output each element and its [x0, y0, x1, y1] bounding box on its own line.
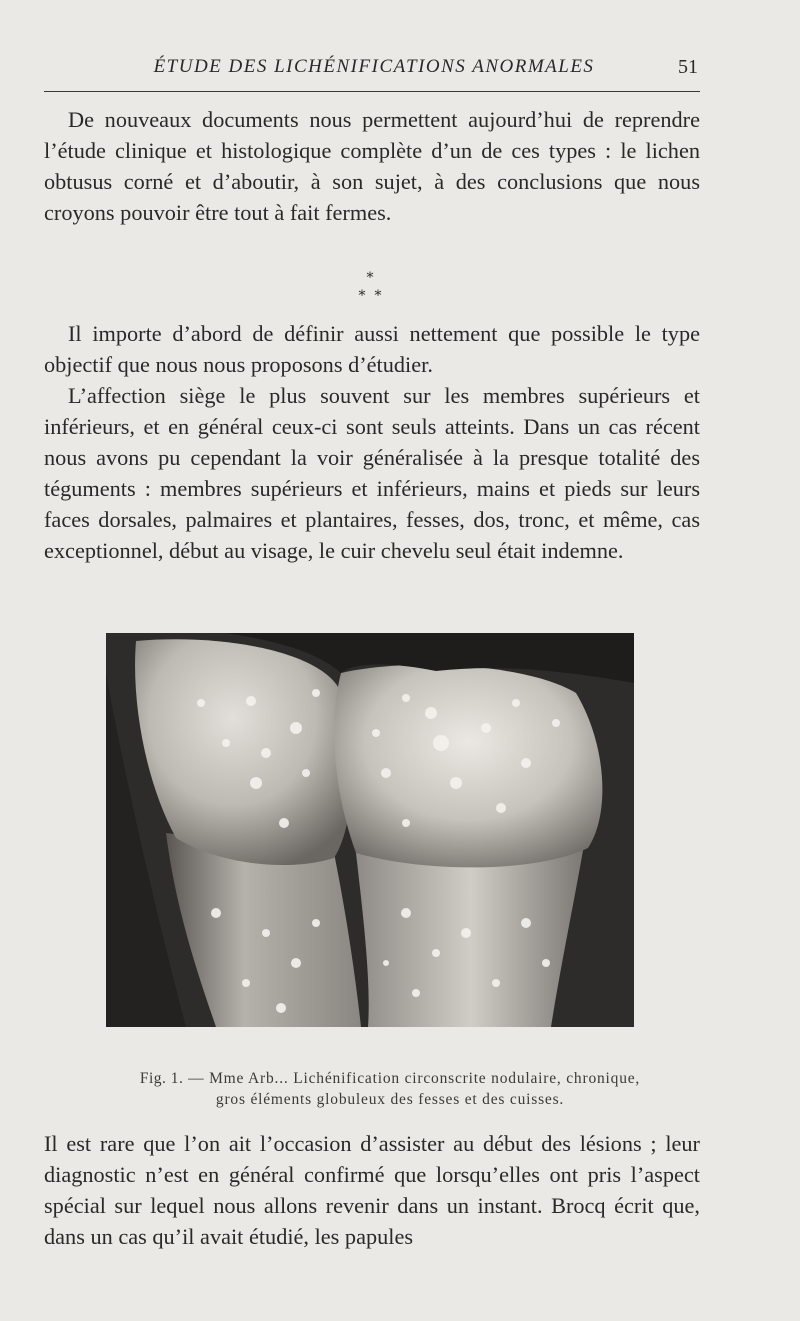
caption-line-1: [70, 1068, 710, 1089]
figure-label: Fig. 1.: [139, 1070, 184, 1087]
paragraph-1: De nouveaux documents nous permettent aujourd’hui de reprendre l’étude clinique et histologique complète d’un de ces types : le lichen obtusus corné et d’aboutir, à son sujet, à des conclusions que nous croyons pouvoir être tout à fait fermes.: [44, 107, 700, 225]
caption-text-1: — Mme Arb... Lichénification circonscrite nodulaire, chronique,: [188, 1070, 641, 1087]
paragraph-2: Il importe d’abord de définir aussi nettement que possible le type objectif que nous nous proposons d’étudier.: [44, 321, 700, 377]
page-number: 51: [678, 56, 698, 78]
caption-line-2: gros éléments globuleux des fesses et des cuisses.: [215, 1091, 565, 1108]
running-title: ÉTUDE DES LICHÉNIFICATIONS ANORMALES: [153, 56, 595, 77]
figure-caption: [70, 1068, 710, 1110]
paragraph-4: Il est rare que l’on ait l’occasion d’assister au début des lésions ; leur diagnostic n’est en général confirmé que lorsqu’elles ont pris l’aspect spécial sur lequel nous allons revenir dans un instant. Brocq écrit que, dans un cas qu’il avait étudié, les papules: [44, 1131, 700, 1249]
paragraph-3: L’affection siège le plus souvent sur les membres supérieurs et inférieurs, et en général ceux-ci sont seuls atteints. Dans un cas récent nous avons pu cependant la voir généralisée à la presque totalité des téguments : membres supérieurs et inférieurs, mains et pieds sur leurs faces dorsales, palmaires et plantaires, fesses, dos, tronc, et même, cas exceptionnel, début au visage, le cuir chevelu seul était indemne.: [44, 383, 700, 563]
clinical-photograph: [106, 633, 634, 1027]
svg-text:*: *: [366, 270, 374, 286]
running-head: [44, 52, 700, 82]
svg-text:*: *: [374, 288, 382, 304]
clinical-photo-image: [106, 633, 634, 1027]
asterism-icon: [340, 268, 400, 308]
header-rule: [44, 91, 700, 92]
svg-text:*: *: [358, 288, 366, 304]
